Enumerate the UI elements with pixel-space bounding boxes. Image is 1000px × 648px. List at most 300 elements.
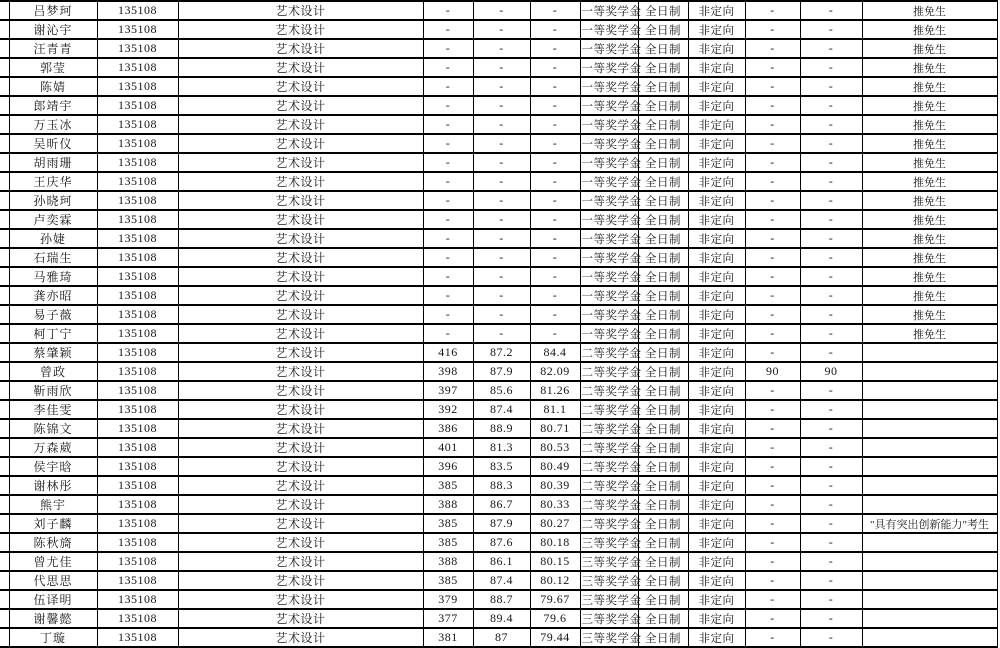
cell-col_a: - (745, 172, 800, 191)
cell-name: 易子薇 (9, 305, 97, 324)
cell-col_b: - (800, 533, 862, 552)
cell-study_mode: 全日制 (638, 134, 688, 153)
table-row (0, 590, 997, 609)
cell-sliver (0, 77, 9, 96)
cell-remark: 推免生 (862, 191, 997, 210)
table-row (0, 229, 997, 248)
cell-col_b: - (800, 58, 862, 77)
cell-name: 陈锦文 (9, 419, 97, 438)
cell-sliver (0, 172, 9, 191)
cell-weighted_score: - (530, 191, 580, 210)
table-row (0, 457, 997, 476)
cell-retest_score: - (473, 115, 530, 134)
cell-col_b: - (800, 476, 862, 495)
cell-code: 135108 (97, 476, 178, 495)
cell-sliver (0, 514, 9, 533)
table-row (0, 115, 997, 134)
cell-code: 135108 (97, 495, 178, 514)
cell-major: 艺术设计 (178, 210, 423, 229)
cell-total_score: - (423, 210, 473, 229)
cell-weighted_score: - (530, 248, 580, 267)
cell-sliver (0, 533, 9, 552)
cell-col_a: - (745, 343, 800, 362)
table-row (0, 381, 997, 400)
cell-study_mode: 全日制 (638, 343, 688, 362)
cell-retest_score: - (473, 39, 530, 58)
cell-sliver (0, 191, 9, 210)
cell-orientation: 非定向 (688, 362, 745, 381)
cell-orientation: 非定向 (688, 115, 745, 134)
cell-orientation: 非定向 (688, 400, 745, 419)
cell-weighted_score: 80.27 (530, 514, 580, 533)
cell-name: 谢林彤 (9, 476, 97, 495)
cell-retest_score: - (473, 191, 530, 210)
cell-weighted_score: - (530, 39, 580, 58)
cell-total_score: - (423, 39, 473, 58)
cell-major: 艺术设计 (178, 571, 423, 590)
cell-sliver (0, 267, 9, 286)
cell-sliver (0, 153, 9, 172)
cell-scholarship: 一等奖学金 (580, 153, 638, 172)
cell-scholarship: 一等奖学金 (580, 267, 638, 286)
cell-major: 艺术设计 (178, 343, 423, 362)
cell-scholarship: 一等奖学金 (580, 96, 638, 115)
cell-scholarship: 二等奖学金 (580, 362, 638, 381)
cell-study_mode: 全日制 (638, 267, 688, 286)
cell-col_b: - (800, 191, 862, 210)
cell-remark: 推免生 (862, 153, 997, 172)
cell-major: 艺术设计 (178, 115, 423, 134)
cell-remark (862, 419, 997, 438)
cell-name: 孙婕 (9, 229, 97, 248)
cell-code: 135108 (97, 20, 178, 39)
cell-study_mode: 全日制 (638, 571, 688, 590)
cell-weighted_score: 79.6 (530, 609, 580, 628)
cell-name: 丁璇 (9, 628, 97, 647)
cell-orientation: 非定向 (688, 552, 745, 571)
cell-col_a: - (745, 324, 800, 343)
cell-col_b: - (800, 134, 862, 153)
cell-orientation: 非定向 (688, 343, 745, 362)
cell-code: 135108 (97, 248, 178, 267)
cell-name: 曾政 (9, 362, 97, 381)
cell-scholarship: 一等奖学金 (580, 115, 638, 134)
cell-orientation: 非定向 (688, 438, 745, 457)
cell-study_mode: 全日制 (638, 20, 688, 39)
cell-orientation: 非定向 (688, 248, 745, 267)
cell-total_score: - (423, 191, 473, 210)
cell-weighted_score: - (530, 267, 580, 286)
cell-sliver (0, 96, 9, 115)
cell-code: 135108 (97, 628, 178, 647)
cell-major: 艺术设计 (178, 39, 423, 58)
table-row (0, 552, 997, 571)
cell-remark: 推免生 (862, 267, 997, 286)
cell-remark: 推免生 (862, 58, 997, 77)
cell-study_mode: 全日制 (638, 39, 688, 58)
cell-study_mode: 全日制 (638, 115, 688, 134)
cell-code: 135108 (97, 115, 178, 134)
cell-major: 艺术设计 (178, 495, 423, 514)
cell-remark (862, 590, 997, 609)
cell-study_mode: 全日制 (638, 400, 688, 419)
cell-remark: "具有突出创新能力"考生 (862, 514, 997, 533)
cell-retest_score: - (473, 324, 530, 343)
cell-weighted_score: - (530, 172, 580, 191)
cell-major: 艺术设计 (178, 58, 423, 77)
cell-major: 艺术设计 (178, 191, 423, 210)
cell-major: 艺术设计 (178, 590, 423, 609)
cell-orientation: 非定向 (688, 514, 745, 533)
cell-weighted_score: 80.18 (530, 533, 580, 552)
cell-col_a: - (745, 248, 800, 267)
cell-study_mode: 全日制 (638, 229, 688, 248)
cell-name: 龚亦昭 (9, 286, 97, 305)
cell-study_mode: 全日制 (638, 210, 688, 229)
cell-scholarship: 一等奖学金 (580, 134, 638, 153)
cell-retest_score: 89.4 (473, 609, 530, 628)
table-row (0, 628, 997, 647)
cell-orientation: 非定向 (688, 609, 745, 628)
cell-total_score: 396 (423, 457, 473, 476)
cell-remark: 推免生 (862, 77, 997, 96)
cell-remark (862, 476, 997, 495)
cell-retest_score: 87.9 (473, 514, 530, 533)
cell-total_score: - (423, 134, 473, 153)
cell-major: 艺术设计 (178, 552, 423, 571)
cell-remark: 推免生 (862, 96, 997, 115)
cell-code: 135108 (97, 191, 178, 210)
cell-remark (862, 533, 997, 552)
cell-scholarship: 一等奖学金 (580, 39, 638, 58)
cell-retest_score: - (473, 267, 530, 286)
cell-orientation: 非定向 (688, 457, 745, 476)
cell-col_a: - (745, 419, 800, 438)
cell-major: 艺术设计 (178, 419, 423, 438)
cell-scholarship: 三等奖学金 (580, 552, 638, 571)
cell-major: 艺术设计 (178, 134, 423, 153)
cell-sliver (0, 20, 9, 39)
cell-total_score: - (423, 77, 473, 96)
cell-scholarship: 二等奖学金 (580, 400, 638, 419)
cell-scholarship: 二等奖学金 (580, 438, 638, 457)
table-row (0, 1, 997, 20)
cell-retest_score: - (473, 248, 530, 267)
cell-col_b: - (800, 96, 862, 115)
cell-sliver (0, 552, 9, 571)
cell-total_score: - (423, 229, 473, 248)
table-row (0, 400, 997, 419)
table-row (0, 533, 997, 552)
table-row (0, 286, 997, 305)
cell-code: 135108 (97, 571, 178, 590)
cell-total_score: - (423, 324, 473, 343)
cell-orientation: 非定向 (688, 1, 745, 20)
cell-remark: 推免生 (862, 20, 997, 39)
cell-study_mode: 全日制 (638, 362, 688, 381)
cell-orientation: 非定向 (688, 58, 745, 77)
table-row (0, 571, 997, 590)
cell-remark: 推免生 (862, 229, 997, 248)
cell-study_mode: 全日制 (638, 628, 688, 647)
cell-study_mode: 全日制 (638, 324, 688, 343)
cell-code: 135108 (97, 286, 178, 305)
cell-col_a: - (745, 590, 800, 609)
cell-sliver (0, 590, 9, 609)
cell-col_a: - (745, 77, 800, 96)
cell-code: 135108 (97, 324, 178, 343)
cell-study_mode: 全日制 (638, 514, 688, 533)
cell-total_score: - (423, 58, 473, 77)
cell-scholarship: 二等奖学金 (580, 476, 638, 495)
cell-total_score: 401 (423, 438, 473, 457)
cell-major: 艺术设计 (178, 362, 423, 381)
cell-code: 135108 (97, 172, 178, 191)
cell-orientation: 非定向 (688, 77, 745, 96)
cell-weighted_score: - (530, 134, 580, 153)
cell-orientation: 非定向 (688, 305, 745, 324)
cell-orientation: 非定向 (688, 628, 745, 647)
cell-code: 135108 (97, 609, 178, 628)
cell-major: 艺术设计 (178, 609, 423, 628)
cell-sliver (0, 134, 9, 153)
cell-major: 艺术设计 (178, 286, 423, 305)
cell-name: 吴昕仪 (9, 134, 97, 153)
cell-retest_score: - (473, 134, 530, 153)
cell-col_b: 90 (800, 362, 862, 381)
table-row (0, 476, 997, 495)
cell-major: 艺术设计 (178, 533, 423, 552)
cell-scholarship: 一等奖学金 (580, 305, 638, 324)
cell-orientation: 非定向 (688, 571, 745, 590)
cell-sliver (0, 286, 9, 305)
cell-col_b: - (800, 267, 862, 286)
cell-name: 伍译明 (9, 590, 97, 609)
cell-col_b: - (800, 115, 862, 134)
table-row (0, 20, 997, 39)
cell-weighted_score: 80.15 (530, 552, 580, 571)
cell-orientation: 非定向 (688, 39, 745, 58)
cell-total_score: - (423, 267, 473, 286)
cell-total_score: 379 (423, 590, 473, 609)
cell-name: 马雅琦 (9, 267, 97, 286)
cell-name: 万森葳 (9, 438, 97, 457)
cell-col_a: - (745, 533, 800, 552)
cell-retest_score: 86.1 (473, 552, 530, 571)
cell-code: 135108 (97, 134, 178, 153)
cell-major: 艺术设计 (178, 153, 423, 172)
cell-col_b: - (800, 343, 862, 362)
cell-remark: 推免生 (862, 172, 997, 191)
cell-scholarship: 三等奖学金 (580, 571, 638, 590)
cell-study_mode: 全日制 (638, 419, 688, 438)
cell-col_a: - (745, 400, 800, 419)
cell-scholarship: 三等奖学金 (580, 533, 638, 552)
cell-col_b: - (800, 571, 862, 590)
cell-retest_score: - (473, 305, 530, 324)
table-row (0, 438, 997, 457)
cell-col_a: - (745, 305, 800, 324)
cell-major: 艺术设计 (178, 476, 423, 495)
cell-weighted_score: - (530, 286, 580, 305)
cell-code: 135108 (97, 1, 178, 20)
cell-remark: 推免生 (862, 1, 997, 20)
cell-orientation: 非定向 (688, 495, 745, 514)
cell-study_mode: 全日制 (638, 590, 688, 609)
cell-sliver (0, 571, 9, 590)
cell-major: 艺术设计 (178, 77, 423, 96)
cell-remark (862, 628, 997, 647)
table-row (0, 362, 997, 381)
table-body (0, 1, 997, 647)
cell-code: 135108 (97, 400, 178, 419)
cell-weighted_score: - (530, 115, 580, 134)
table-row (0, 77, 997, 96)
cell-col_a: - (745, 495, 800, 514)
cell-name: 陈婧 (9, 77, 97, 96)
cell-col_a: - (745, 229, 800, 248)
cell-sliver (0, 628, 9, 647)
cell-total_score: 385 (423, 571, 473, 590)
cell-retest_score: - (473, 58, 530, 77)
cell-code: 135108 (97, 96, 178, 115)
cell-name: 代思思 (9, 571, 97, 590)
cell-col_b: - (800, 419, 862, 438)
cell-total_score: 386 (423, 419, 473, 438)
cell-scholarship: 一等奖学金 (580, 324, 638, 343)
cell-remark (862, 362, 997, 381)
cell-sliver (0, 1, 9, 20)
cell-total_score: 388 (423, 495, 473, 514)
cell-study_mode: 全日制 (638, 248, 688, 267)
cell-study_mode: 全日制 (638, 609, 688, 628)
cell-col_b: - (800, 438, 862, 457)
cell-sliver (0, 438, 9, 457)
cell-retest_score: 88.3 (473, 476, 530, 495)
cell-weighted_score: - (530, 1, 580, 20)
cell-name: 孙晓珂 (9, 191, 97, 210)
cell-weighted_score: 81.1 (530, 400, 580, 419)
cell-name: 曾尤佳 (9, 552, 97, 571)
cell-col_a: - (745, 381, 800, 400)
cell-name: 郎靖宇 (9, 96, 97, 115)
cell-col_a: - (745, 476, 800, 495)
cell-code: 135108 (97, 267, 178, 286)
cell-col_a: - (745, 609, 800, 628)
cell-col_b: - (800, 495, 862, 514)
cell-weighted_score: - (530, 324, 580, 343)
cell-retest_score: - (473, 210, 530, 229)
cell-col_a: - (745, 552, 800, 571)
table-row (0, 343, 997, 362)
cell-name: 陈秋旖 (9, 533, 97, 552)
cell-total_score: - (423, 20, 473, 39)
cell-code: 135108 (97, 153, 178, 172)
cell-col_b: - (800, 305, 862, 324)
cell-scholarship: 一等奖学金 (580, 1, 638, 20)
cell-col_a: 90 (745, 362, 800, 381)
cell-sliver (0, 362, 9, 381)
cell-sliver (0, 305, 9, 324)
cell-study_mode: 全日制 (638, 96, 688, 115)
cell-major: 艺术设计 (178, 438, 423, 457)
cell-sliver (0, 248, 9, 267)
cell-remark (862, 343, 997, 362)
cell-study_mode: 全日制 (638, 172, 688, 191)
cell-col_b: - (800, 229, 862, 248)
cell-sliver (0, 495, 9, 514)
cell-retest_score: 87 (473, 628, 530, 647)
table-row (0, 495, 997, 514)
cell-remark: 推免生 (862, 134, 997, 153)
cell-major: 艺术设计 (178, 381, 423, 400)
cell-retest_score: - (473, 172, 530, 191)
cell-col_b: - (800, 172, 862, 191)
table-row (0, 210, 997, 229)
cell-total_score: 416 (423, 343, 473, 362)
cell-col_a: - (745, 514, 800, 533)
table-row (0, 514, 997, 533)
cell-remark (862, 457, 997, 476)
cell-weighted_score: 82.09 (530, 362, 580, 381)
cell-col_a: - (745, 191, 800, 210)
cell-orientation: 非定向 (688, 96, 745, 115)
cell-scholarship: 一等奖学金 (580, 229, 638, 248)
table-row (0, 324, 997, 343)
cell-name: 卢奕霖 (9, 210, 97, 229)
cell-orientation: 非定向 (688, 172, 745, 191)
cell-name: 李佳雯 (9, 400, 97, 419)
cell-weighted_score: 80.39 (530, 476, 580, 495)
cell-name: 侯宇晗 (9, 457, 97, 476)
cell-major: 艺术设计 (178, 267, 423, 286)
table-row (0, 39, 997, 58)
cell-retest_score: 87.9 (473, 362, 530, 381)
cell-study_mode: 全日制 (638, 305, 688, 324)
cell-weighted_score: 81.26 (530, 381, 580, 400)
cell-study_mode: 全日制 (638, 286, 688, 305)
cell-col_a: - (745, 267, 800, 286)
cell-sliver (0, 419, 9, 438)
cell-col_a: - (745, 438, 800, 457)
cell-scholarship: 二等奖学金 (580, 419, 638, 438)
cell-remark: 推免生 (862, 39, 997, 58)
cell-col_b: - (800, 552, 862, 571)
cell-scholarship: 一等奖学金 (580, 191, 638, 210)
cell-total_score: 385 (423, 476, 473, 495)
table-row (0, 305, 997, 324)
cell-name: 郭莹 (9, 58, 97, 77)
cell-code: 135108 (97, 438, 178, 457)
cell-retest_score: - (473, 96, 530, 115)
cell-remark: 推免生 (862, 324, 997, 343)
cell-major: 艺术设计 (178, 400, 423, 419)
cell-name: 万玉冰 (9, 115, 97, 134)
cell-major: 艺术设计 (178, 96, 423, 115)
cell-orientation: 非定向 (688, 229, 745, 248)
cell-col_a: - (745, 628, 800, 647)
cell-retest_score: 81.3 (473, 438, 530, 457)
cell-sliver (0, 210, 9, 229)
cell-retest_score: 87.6 (473, 533, 530, 552)
cell-sliver (0, 609, 9, 628)
cell-study_mode: 全日制 (638, 457, 688, 476)
cell-study_mode: 全日制 (638, 552, 688, 571)
cell-col_b: - (800, 628, 862, 647)
table-row (0, 134, 997, 153)
cell-scholarship: 二等奖学金 (580, 457, 638, 476)
cell-scholarship: 二等奖学金 (580, 343, 638, 362)
